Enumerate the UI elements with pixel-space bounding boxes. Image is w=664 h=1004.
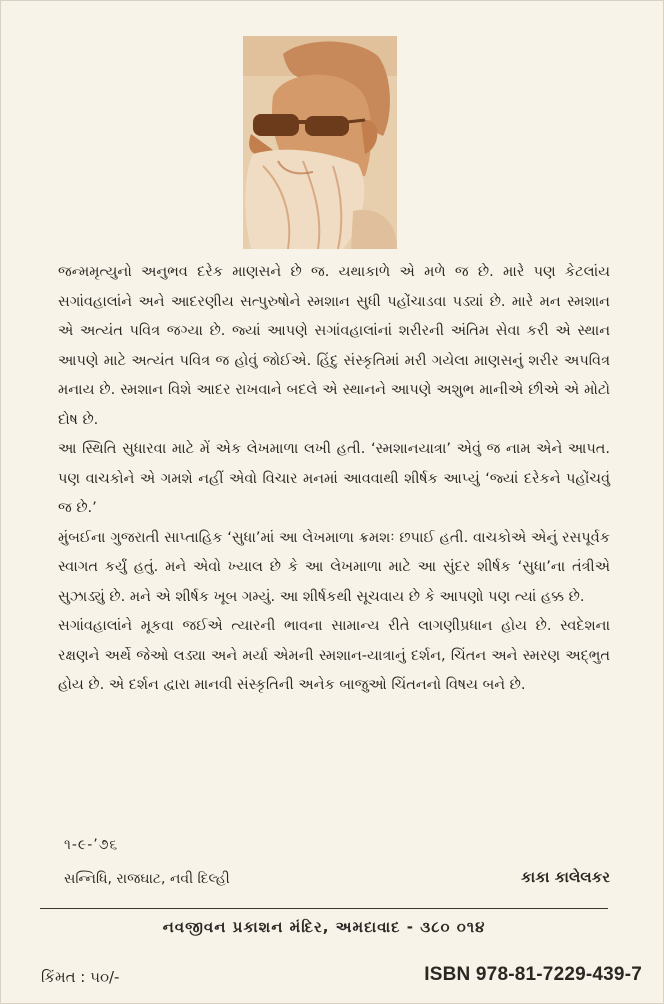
isbn-label: ISBN 978-81-7229-439-7 (424, 964, 642, 985)
signature-author: કાકા કાલેલકર (520, 868, 610, 886)
paragraph-4: સગાંવહાલાંને મૂકવા જઈએ ત્યારની ભાવના સામાન્ય રીતે લાગણીપ્રધાન હોય છે. સ્વદેશના રક્ષણને અર્થે જેઓ લડ્યા અને મર્યા એમની સ્મશાન-યાત્રાનું દર્શન, ચિંતન અને સ્મરણ અદ્ભુત હોય છે. એ દર્શન દ્વારા માનવી સંસ્કૃતિની અનેક બાજુઓ ચિંતનનો વિષય બને છે. (58, 618, 610, 693)
price-label: કિંમત : ૫૦/- (41, 968, 120, 986)
preface-body (58, 258, 610, 701)
author-portrait (243, 36, 397, 249)
signature-date: ૧-૯-’૭૬ (64, 837, 119, 853)
paragraph-2: આ સ્થિતિ સુધારવા માટે મેં એક લેખમાળા લખી હતી. ‘સ્મશાનયાત્રા’ એવું જ નામ એને આપત. પણ વાચકોને એ ગમશે નહીં એવો વિચાર મનમાં આવવાથી શીર્ષક આપ્યું ‘જ્યાં દરેકને પહોંચવું જ છે.’ (58, 441, 610, 516)
divider-line (40, 908, 608, 909)
paragraph-1: જન્મમૃત્યુનો અનુભવ દરેક માણસને છે જ. યથાકાળે એ મળે જ છે. મારે પણ કેટલાંય સગાંવહાલાંને અને આદરણીય સત્પુરુષોને સ્મશાન સુધી પહોંચાડવા પડ્યાં છે. મારે મન સ્મશાન એ અત્યંત પવિત્ર જગ્યા છે. જ્યાં આપણે સગાંવહાલાંનાં શરીરની અંતિમ સેવા કરી એ સ્થાન આપણે માટે અત્યંત પવિત્ર જ હોવું જોઈએ. હિંદુ સંસ્કૃતિમાં મરી ગયેલા માણસનું શરીર અપવિત્ર મનાય છે. સ્મશાન વિશે આદર રાખવાને બદલે એ સ્થાનને આપણે અશુભ માનીએ છીએ એ મોટો દોષ છે. (58, 264, 610, 428)
publisher-line: નવજીવન પ્રકાશન મંદિર, અમદાવાદ - ૩૮૦ ૦૧૪ (162, 918, 486, 936)
signature-place: સન્નિધિ, રાજઘાટ, નવી દિલ્હી (64, 871, 230, 887)
paragraph-3: મુંબઈના ગુજરાતી સાપ્તાહિક ‘સુધા’માં આ લેખમાળા ક્રમશઃ છપાઈ હતી. વાચકોએ એનું રસપૂર્વક સ્વાગત કર્યું હતું. મને એવો ખ્યાલ છે કે આ લેખમાળા માટે આ સુંદર શીર્ષક ‘સુધા’ના તંત્રીએ સુઝાડ્યું છે. મને એ શીર્ષક ખૂબ ગમ્યું. આ શીર્ષકથી સૂચવાય છે કે આપણો પણ ત્યાં હક્ક છે. (58, 529, 610, 605)
